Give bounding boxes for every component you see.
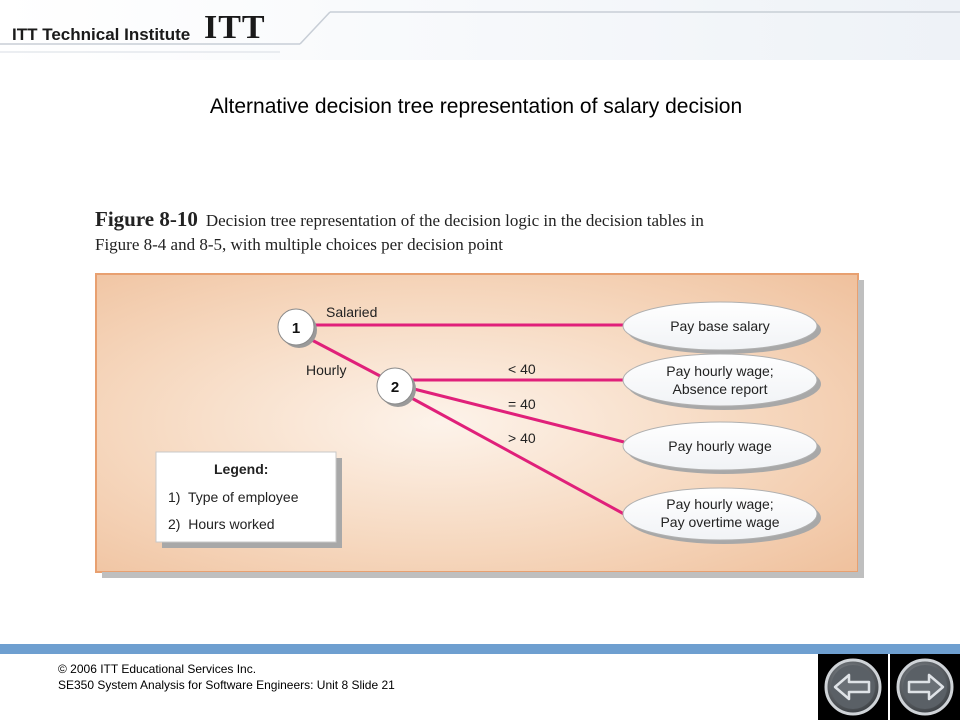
panel-shadow-right xyxy=(858,280,864,576)
course-slide-text: SE350 System Analysis for Software Engineers: Unit 8 Slide 21 xyxy=(58,678,395,692)
outcome-pay-hourly-absence xyxy=(623,354,821,410)
outcome-4-line-1: Pay hourly wage; xyxy=(666,496,774,512)
legend-item-1: 1) Type of employee xyxy=(168,489,299,505)
figure-caption xyxy=(95,207,855,257)
caption-line-2: Figure 8-4 and 8-5, with multiple choices per decision point xyxy=(95,235,503,254)
next-slide-button[interactable] xyxy=(890,654,960,720)
figure-label: Figure 8-10 xyxy=(95,207,198,231)
footer-text xyxy=(58,661,395,693)
header-banner xyxy=(0,0,960,60)
right-arrow-icon xyxy=(890,654,960,720)
slide-title: Alternative decision tree representation of salary decision xyxy=(209,95,743,118)
outcome-pay-hourly-wage xyxy=(623,422,821,474)
institute-name: ITT Technical Institute xyxy=(12,25,191,44)
outcome-pay-overtime xyxy=(623,488,821,544)
outcome-pay-base-salary xyxy=(623,302,821,354)
outcome-4-line-2: Pay overtime wage xyxy=(660,514,780,530)
decision-tree-diagram xyxy=(94,272,866,580)
legend-title: Legend: xyxy=(214,461,269,477)
decision-tree-svg xyxy=(94,272,866,580)
footer-band xyxy=(0,644,960,654)
node-2-label: 2 xyxy=(390,379,400,396)
outcome-3-label: Pay hourly wage xyxy=(668,438,772,454)
branch-label-equal-40: = 40 xyxy=(508,396,536,412)
branch-label-less-40: < 40 xyxy=(508,361,536,377)
branch-label-greater-40: > 40 xyxy=(508,430,536,446)
left-arrow-icon xyxy=(818,654,888,720)
legend-item-2: 2) Hours worked xyxy=(168,516,275,532)
outcome-2-line-2: Absence report xyxy=(672,381,768,397)
header-graphic xyxy=(0,0,960,60)
outcome-1-label: Pay base salary xyxy=(670,318,770,334)
panel-shadow-bottom xyxy=(102,572,864,578)
branch-label-salaried: Salaried xyxy=(326,304,378,320)
caption-line-1: Decision tree representation of the decision logic in the decision tables in xyxy=(205,211,704,230)
itt-logo: ITT xyxy=(204,9,266,46)
copyright-text: © 2006 ITT Educational Services Inc. xyxy=(58,662,257,676)
outcome-2-line-1: Pay hourly wage; xyxy=(666,363,774,379)
node-1-label: 1 xyxy=(291,320,301,337)
legend-box xyxy=(156,452,342,548)
branch-label-hourly: Hourly xyxy=(306,362,347,378)
previous-slide-button[interactable] xyxy=(818,654,888,720)
